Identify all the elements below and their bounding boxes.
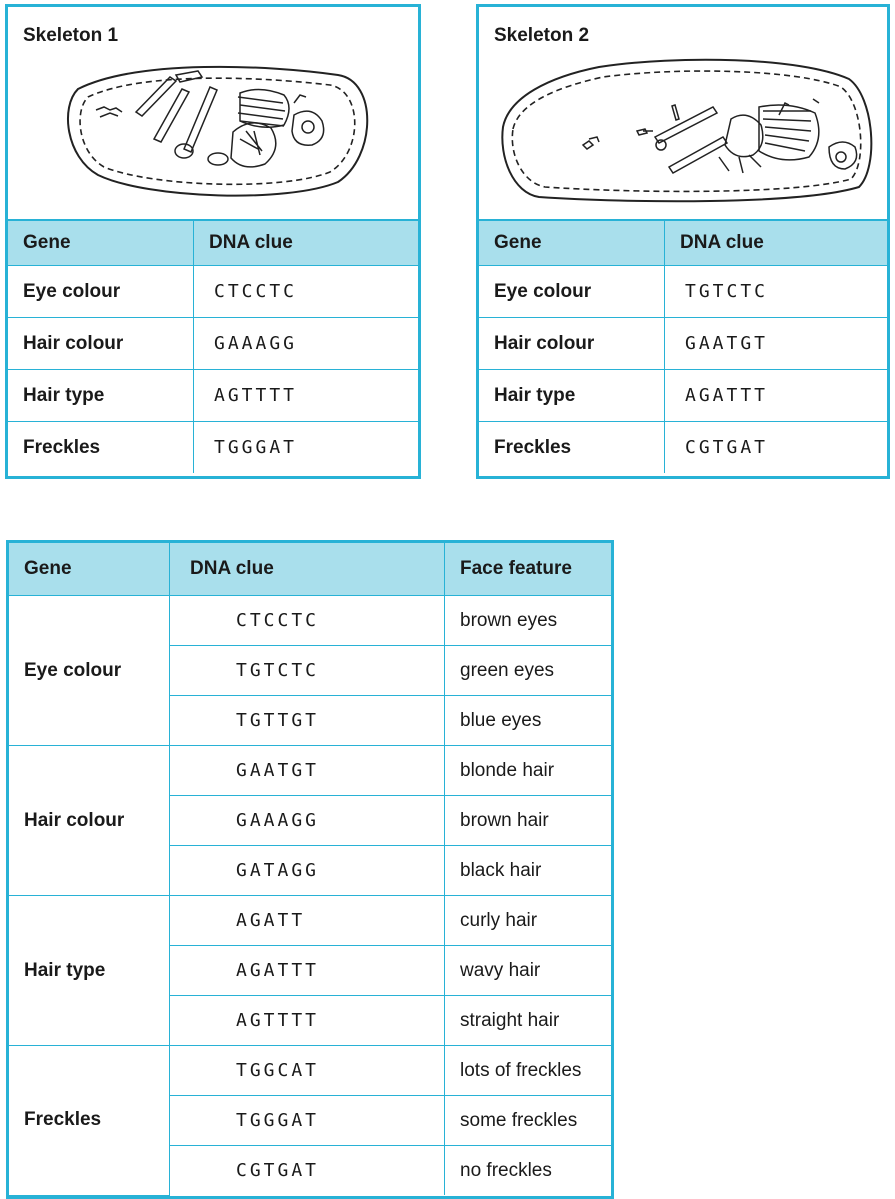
dna-clue-cell: TGTTGT: [170, 696, 445, 746]
gene-cell: Hair type: [479, 370, 665, 422]
dna-clue-cell: TGGCAT: [170, 1046, 445, 1096]
face-feature-cell: wavy hair: [445, 946, 612, 996]
dna-clue-cell: TGGGAT: [170, 1096, 445, 1146]
dna-clue-cell: CGTGAT: [170, 1146, 445, 1196]
face-feature-cell: brown hair: [445, 796, 612, 846]
table-row: [8, 422, 418, 474]
face-feature-cell: curly hair: [445, 896, 612, 946]
face-feature-cell: green eyes: [445, 646, 612, 696]
grave-outline: [68, 67, 367, 196]
dna-clue-cell: CTCCTC: [194, 266, 419, 318]
reference-table-frame: [6, 540, 614, 1199]
skeleton-1-title: Skeleton 1: [23, 25, 119, 46]
gene-group-cell: Hair type: [9, 896, 170, 1046]
table-row: [479, 318, 887, 370]
gene-group-cell: Freckles: [9, 1046, 170, 1196]
gene-group-cell: Eye colour: [9, 596, 170, 746]
dna-clue-cell: AGTTTT: [194, 370, 419, 422]
table-row: [9, 1046, 611, 1096]
dna-clue-cell: AGATT: [170, 896, 445, 946]
table-row: [479, 266, 887, 318]
face-feature-cell: blonde hair: [445, 746, 612, 796]
skeleton-1-table: [8, 219, 418, 473]
gene-cell: Freckles: [479, 422, 665, 474]
table-row: [9, 896, 611, 946]
table-row: [479, 370, 887, 422]
header-gene: Gene: [9, 543, 170, 596]
gene-cell: Freckles: [8, 422, 194, 474]
dna-clue-cell: CGTGAT: [665, 422, 888, 474]
dna-clue-cell: GAAAGG: [170, 796, 445, 846]
gene-cell: Hair type: [8, 370, 194, 422]
gene-group-cell: Hair colour: [9, 746, 170, 896]
dna-clue-cell: TGTCTC: [170, 646, 445, 696]
table-row: [8, 266, 418, 318]
skeleton-1-card: [5, 4, 421, 479]
table-row: [9, 596, 611, 646]
face-feature-cell: black hair: [445, 846, 612, 896]
header-gene: Gene: [479, 220, 665, 266]
gene-cell: Hair colour: [8, 318, 194, 370]
face-feature-cell: brown eyes: [445, 596, 612, 646]
dna-clue-cell: TGTCTC: [665, 266, 888, 318]
dna-clue-cell: AGATTT: [665, 370, 888, 422]
face-feature-cell: straight hair: [445, 996, 612, 1046]
dna-clue-cell: GAATGT: [665, 318, 888, 370]
table-header-row: [8, 220, 418, 266]
header-dna-clue: DNA clue: [170, 543, 445, 596]
header-gene: Gene: [8, 220, 194, 266]
dna-clue-cell: AGTTTT: [170, 996, 445, 1046]
face-feature-cell: blue eyes: [445, 696, 612, 746]
table-row: [8, 370, 418, 422]
table-header-row: [479, 220, 887, 266]
face-feature-cell: lots of freckles: [445, 1046, 612, 1096]
skeleton-2-title: Skeleton 2: [494, 25, 590, 46]
skeleton-2-table: [479, 219, 887, 473]
dna-clue-cell: GATAGG: [170, 846, 445, 896]
header-dna-clue: DNA clue: [194, 220, 419, 266]
gene-cell: Eye colour: [479, 266, 665, 318]
dna-clue-cell: CTCCTC: [170, 596, 445, 646]
grave-dashed-outline: [80, 78, 355, 184]
dna-clue-cell: GAATGT: [170, 746, 445, 796]
reference-table: [9, 543, 611, 1196]
face-feature-cell: some freckles: [445, 1096, 612, 1146]
dna-clue-cell: AGATTT: [170, 946, 445, 996]
dna-clue-cell: GAAAGG: [194, 318, 419, 370]
skeleton-2-bones: [583, 99, 857, 173]
skeleton-2-card: [476, 4, 890, 479]
header-face-feature: Face feature: [445, 543, 612, 596]
dna-clue-cell: TGGGAT: [194, 422, 419, 474]
table-row: [479, 422, 887, 474]
table-row: [8, 318, 418, 370]
table-header-row: [9, 543, 611, 596]
gene-cell: Eye colour: [8, 266, 194, 318]
face-feature-cell: no freckles: [445, 1146, 612, 1196]
grave-outline: [502, 60, 871, 202]
table-row: [9, 746, 611, 796]
header-dna-clue: DNA clue: [665, 220, 888, 266]
gene-cell: Hair colour: [479, 318, 665, 370]
